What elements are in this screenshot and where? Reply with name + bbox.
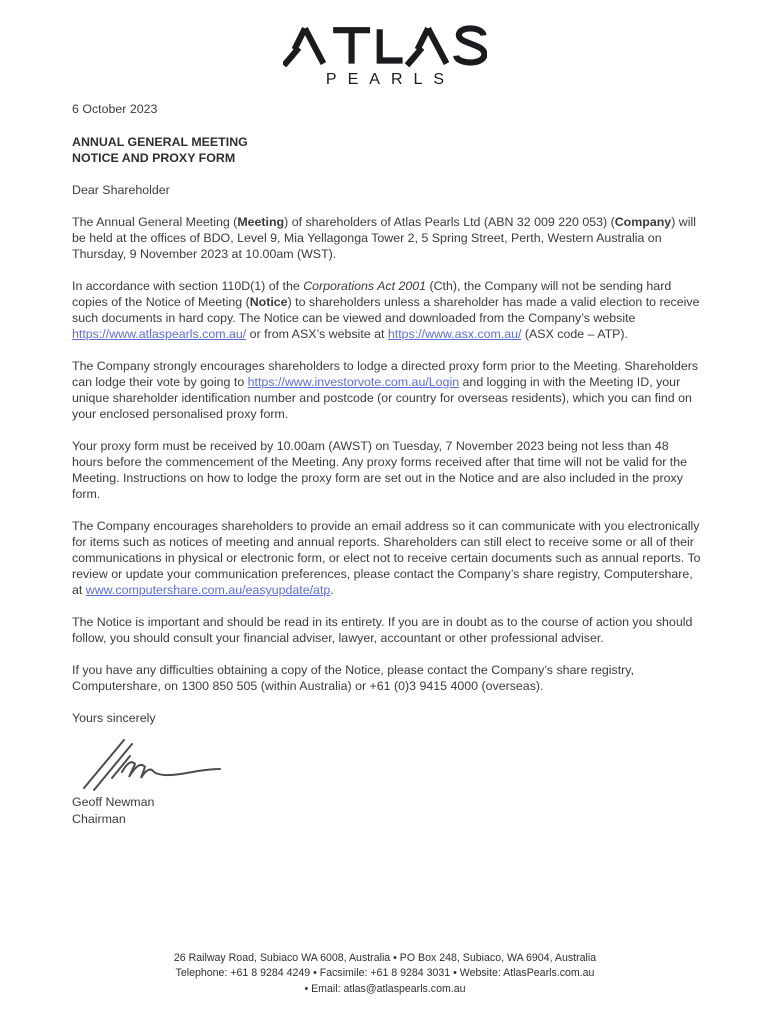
paragraph-proxy-deadline [72, 438, 702, 502]
text-segment: ) will be held at the offices of BDO, Level 9, Mia Yellagonga Tower 2, 5 Spring Street, Perth, Western Australia on Thursday, 9 November 2023 at 10.00am (WST). [72, 215, 696, 261]
hyperlink[interactable]: https://www.asx.com.au/ [387, 327, 522, 341]
atlas-logo [0, 0, 770, 89]
text-segment: and logging in with the Meeting ID, your unique shareholder identification number and postcode (or country for overseas residents), which you can find on your enclosed personalised proxy form. [72, 375, 692, 421]
paragraph-notice-importance [72, 614, 702, 646]
hyperlink[interactable]: www.computershare.com.au/easyupdate/atp [85, 583, 331, 597]
text-segment: (Cth), the Company will not be sending hard copies of the Notice of Meeting ( [72, 279, 672, 309]
letter-heading [72, 134, 702, 166]
paragraph-registry-contact [72, 662, 702, 694]
footer-address-line: 26 Railway Road, Subiaco WA 6008, Australia • PO Box 248, Subiaco, WA 6904, Australia [173, 951, 597, 964]
text-segment: The Annual General Meeting ( [72, 215, 238, 229]
atlas-wordmark-icon [0, 24, 770, 68]
hyperlink[interactable]: https://www.atlaspearls.com.au/ [72, 327, 247, 341]
heading-line-2: NOTICE AND PROXY FORM [72, 151, 236, 165]
signature-image [74, 734, 702, 792]
text-segment: The Company encourages shareholders to provide an email address so it can communicate with you electronically for items such as notices of meeting and annual reports. Shareholders can still elect to receive some or all of their communications in physical or electronic form, or elect not to receive certain documents such as annual reports. To review or update your communication preferences, please contact the Company’s share registry, Computershare, at [72, 519, 701, 597]
signer-title: Chairman [72, 811, 126, 826]
hyperlink[interactable]: https://www.investorvote.com.au/Login [247, 375, 460, 389]
text-segment: The Notice is important and should be read in its entirety. If you are in doubt as to the course of action you should follow, you should consult your financial adviser, lawyer, accountant or other professional adviser. [72, 615, 693, 645]
paragraph-email-preferences [72, 518, 702, 598]
heading-line-1: ANNUAL GENERAL MEETING [72, 135, 248, 149]
closing-salutation: Yours sincerely [72, 711, 156, 725]
paragraph-proxy-lodgement [72, 358, 702, 422]
text-segment: Your proxy form must be received by 10.00am (AWST) on Tuesday, 7 November 2023 being not less than 48 hours before the commencement of the Meeting. Any proxy forms received after that time will not be valid for the Meeting. Instructions on how to lodge the proxy form are set out in the Notice and are also included in the proxy form. [72, 439, 688, 501]
paragraph-meeting-details [72, 214, 702, 262]
text-segment: Notice [249, 295, 288, 309]
text-segment: (ASX code – ATP). [521, 327, 628, 341]
text-segment: Corporations Act 2001 [303, 279, 427, 293]
text-segment: The Company strongly encourages shareholders to lodge a directed proxy form prior to the Meeting. Shareholders can lodge their vote by going to [72, 359, 699, 389]
pearls-wordmark: PEARLS [325, 71, 456, 88]
paragraph-notice-access [72, 278, 702, 342]
footer-contact-line: Telephone: +61 8 9284 4249 • Facsimile: +61 8 9284 3031 • Website: AtlasPearls.com.au [175, 967, 595, 980]
text-segment: . [330, 583, 334, 597]
text-segment: In accordance with section 110D(1) of the [72, 279, 304, 293]
signer-name: Geoff Newman [72, 795, 155, 809]
text-segment: Company [614, 215, 672, 229]
letter-footer [0, 951, 770, 998]
text-segment: Meeting [237, 215, 285, 229]
text-segment: or from ASX’s website at [246, 327, 388, 341]
letter-body [0, 89, 770, 827]
text-segment: ) of shareholders of Atlas Pearls Ltd (ABN 32 009 220 053) ( [284, 215, 615, 229]
salutation: Dear Shareholder [72, 183, 170, 197]
letter-date: 6 October 2023 [72, 102, 158, 116]
text-segment: ) to shareholders unless a shareholder has made a valid election to receive such documents in hard copy. The Notice can be viewed and downloaded from the Company’s website [72, 295, 700, 325]
footer-email-line: • Email: atlas@atlaspearls.com.au [304, 983, 466, 996]
text-segment: If you have any difficulties obtaining a copy of the Notice, please contact the Company’s share registry, Computershare, on 1300 850 505 (within Australia) or +61 (0)3 9415 4000 (overseas). [72, 663, 635, 693]
